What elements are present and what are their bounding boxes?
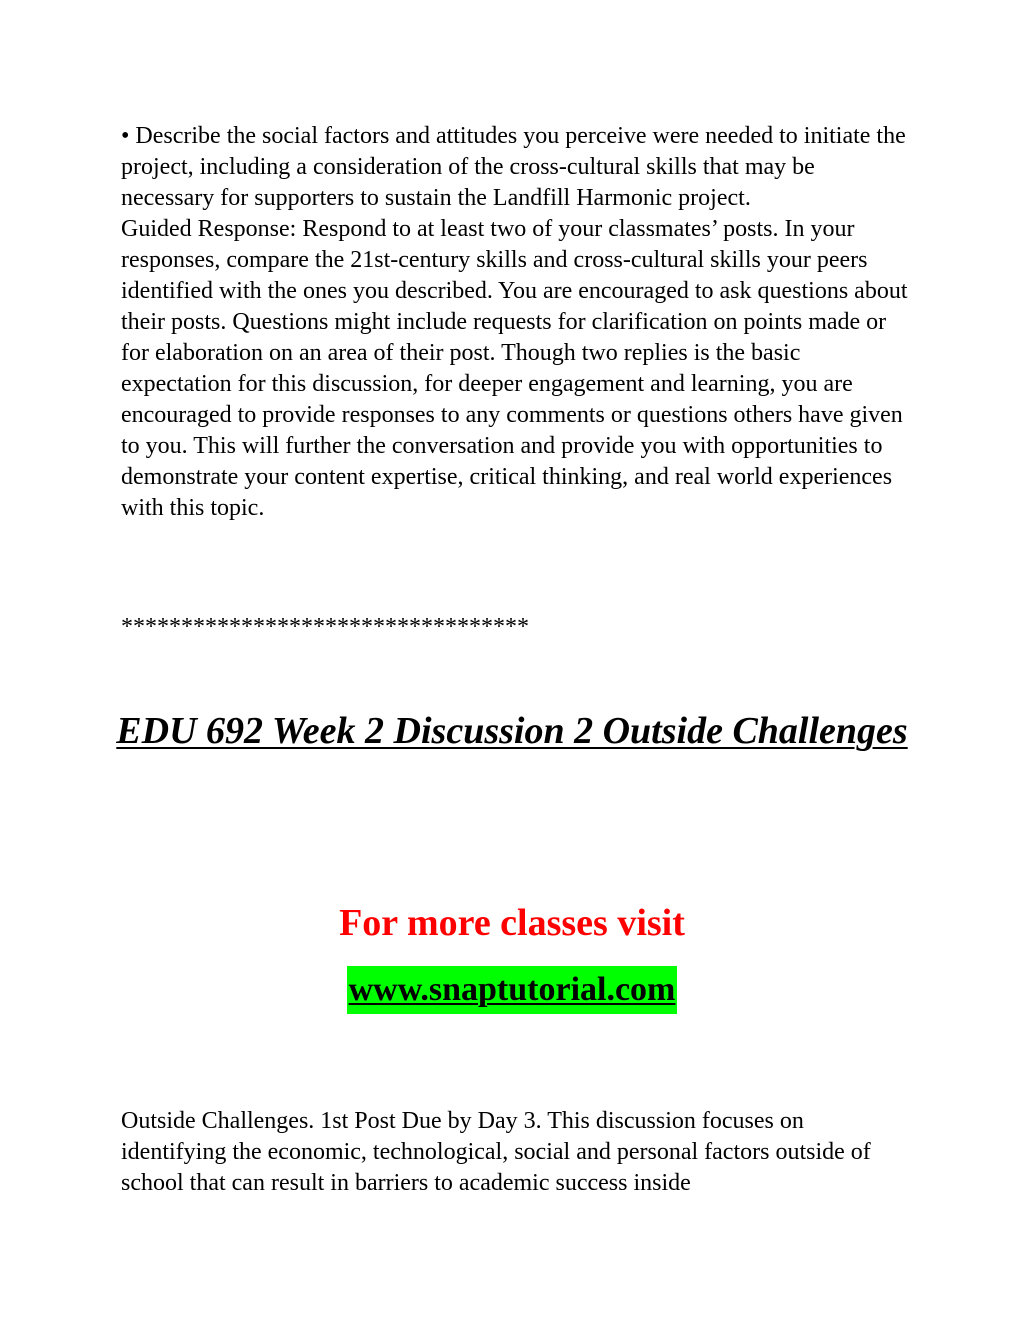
promo-text: For more classes visit <box>339 902 685 944</box>
closing-paragraph: Outside Challenges. 1st Post Due by Day 3. This discussion focuses on identifying the economic, technological, social and personal factors outside of school that can result in barriers to academic success inside <box>121 1108 871 1196</box>
intro-text-block <box>121 121 911 524</box>
intro-paragraph-bullet: • Describe the social factors and attitudes you perceive were needed to initiate the project, including a consideration of the cross-cultural skills that may be necessary for supporters to sustain the Landfill Harmonic project. <box>121 123 906 211</box>
promo-link[interactable]: www.snaptutorial.com <box>347 966 678 1014</box>
intro-paragraph-guided-response: Guided Response: Respond to at least two of your classmates’ posts. In your responses, compare the 21st-century skills and cross-cultural skills your peers identified with the ones you described. You are encouraged to ask questions about their posts. Questions might include requests for clarification on points made or for elaboration on an area of their post. Though two replies is the basic expectation for this discussion, for deeper engagement and learning, you are encouraged to provide responses to any comments or questions others have given to you. This will further the conversation and provide you with opportunities to demonstrate your content expertise, critical thinking, and real world experiences with this topic. <box>121 216 908 521</box>
separator-stars: ********************************** <box>121 614 529 640</box>
page-title: EDU 692 Week 2 Discussion 2 Outside Challenges <box>116 710 908 752</box>
promo-link-container <box>112 966 912 1014</box>
